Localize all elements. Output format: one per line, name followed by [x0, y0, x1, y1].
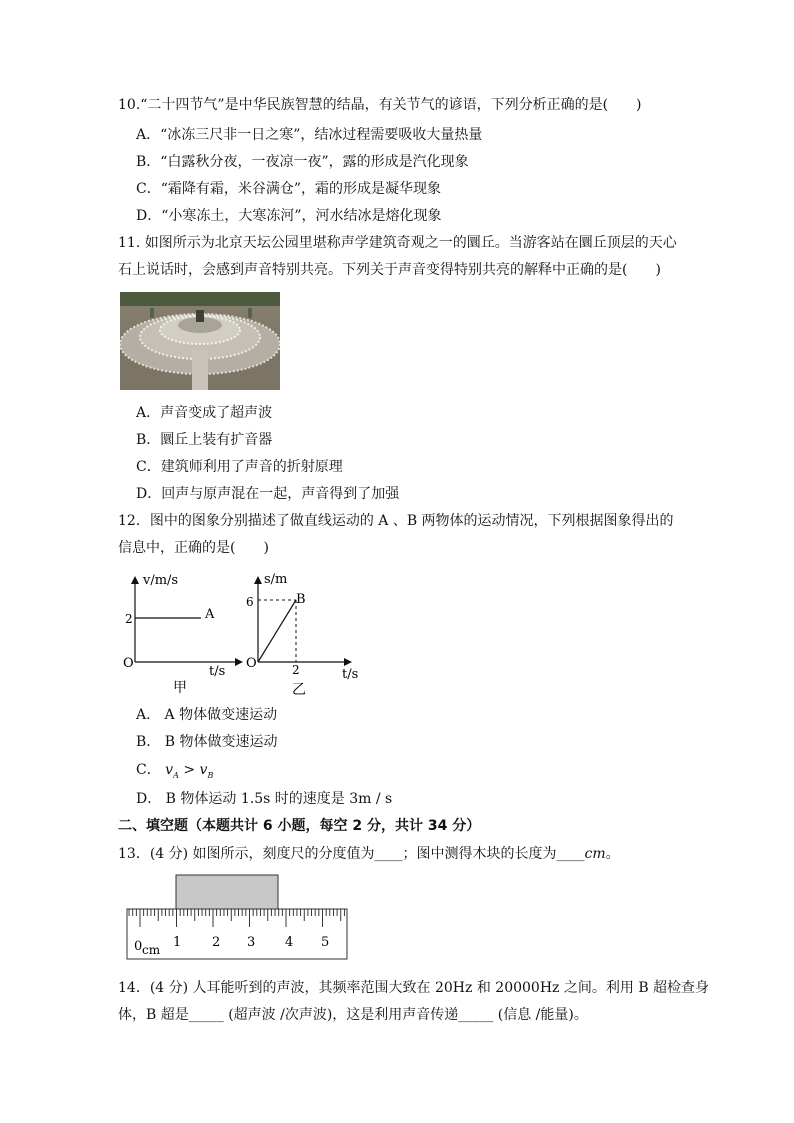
graph-jia-ylabel: v/m/s: [143, 573, 179, 588]
q12-stem-line2: 信息中，正确的是( ): [118, 540, 269, 556]
q12-option-c-v2: v: [199, 762, 208, 778]
graph-yi-series-line: [258, 600, 296, 662]
graph-jia-series-label: A: [205, 607, 215, 622]
graph-jia-origin: O: [123, 656, 134, 671]
q12-option-a: A． A 物体做变速运动: [136, 707, 278, 723]
q11-option-d: D．回声与原声混在一起，声音得到了加强: [136, 486, 400, 502]
q12-option-c: [136, 761, 213, 785]
q12-option-c-sub2: B: [207, 770, 214, 780]
q12-stem-line1: 12．图中的图象分别描述了做直线运动的 A 、B 两物体的运动情况，下列根据图象得出的: [118, 513, 674, 529]
q14-line2: 体，B 超是_____ (超声波 /次声波)，这是利用声音传递_____ (信息 /能量)。: [118, 1007, 588, 1023]
graph-jia-ytick: 2: [125, 612, 133, 626]
graph-yi-xlabel: t/s: [342, 667, 359, 682]
graph-yi-x-arrow: [344, 658, 352, 666]
q12-option-b: B． B 物体做变速运动: [136, 734, 278, 750]
q12-option-c-v1: v: [165, 762, 174, 778]
graph-yi-caption: 乙: [292, 682, 306, 698]
graph-jia-v-t: [115, 570, 245, 700]
graph-jia-xlabel: t/s: [209, 664, 226, 679]
q13-stem-text: 13．(4 分) 如图所示，刻度尺的分度值为____；图中测得木块的长度为____: [118, 846, 585, 862]
graph-yi-y-arrow: [254, 576, 262, 584]
q13-stem-unit: cm: [584, 846, 606, 862]
q11-stem-line2: 石上说话时，会感到声音特别共亮。下列关于声音变得特别共亮的解释中正确的是( ): [118, 262, 661, 278]
graph-yi-xtick: 2: [292, 663, 300, 677]
q12-option-c-sub1: A: [173, 770, 179, 780]
wood-block: [176, 875, 278, 909]
ruler-label-4: 4: [285, 935, 294, 950]
section-2-title: 二、填空题（本题共计 6 小题，每空 2 分，共计 34 分）: [118, 818, 481, 834]
graph-yi-ytick: 6: [246, 595, 254, 609]
q10-option-b: B．“白露秋分夜，一夜凉一夜”，露的形成是汽化现象: [136, 154, 469, 170]
ruler-label-3: 3: [247, 935, 256, 950]
graph-jia-caption: 甲: [173, 680, 187, 696]
q12-option-c-gt: >: [183, 762, 200, 778]
ruler-label-2: 2: [212, 935, 221, 950]
graph-yi-series-label: B: [296, 592, 306, 607]
ruler-unit: cm: [142, 943, 161, 957]
q12-option-c-prefix: C．: [136, 762, 161, 778]
q11-option-a: A．声音变成了超声波: [136, 405, 273, 421]
graph-jia-y-arrow: [131, 576, 139, 584]
q11-option-b: B．圜丘上装有扩音器: [136, 432, 273, 448]
graph-yi-origin: O: [246, 656, 257, 671]
q13-stem: [118, 845, 620, 863]
q11-option-c: C．建筑师利用了声音的折射原理: [136, 459, 343, 475]
q13-stem-end: 。: [605, 846, 620, 862]
q12-option-d: D． B 物体运动 1.5s 时的速度是 3m / s: [136, 791, 393, 807]
graph-yi-s-t: [240, 566, 365, 700]
q14-line1: 14．(4 分) 人耳能听到的声波，其频率范围大致在 20Hz 和 20000Hz 之间。利用 B 超检查身: [118, 980, 710, 996]
q10-stem: 10.“二十四节气”是中华民族智慧的结晶，有关节气的谚语，下列分析正确的是( ): [118, 97, 642, 113]
q10-option-a: A．“冰冻三尺非一日之寒”，结冰过程需要吸收大量热量: [136, 127, 483, 143]
q10-option-d: D．“小寒冻土，大寒冻河”，河水结冰是熔化现象: [136, 208, 442, 224]
q10-option-c: C．“霜降有霜，米谷满仓”，霜的形成是凝华现象: [136, 181, 442, 197]
ruler-label-5: 5: [321, 935, 330, 950]
ruler-figure: [124, 874, 354, 964]
circular-mound-altar-photo: [120, 292, 280, 390]
ruler-label-0: 0: [134, 939, 143, 954]
ruler-label-1: 1: [173, 935, 182, 950]
graph-yi-ylabel: s/m: [264, 572, 288, 587]
q11-stem-line1: 11. 如图所示为北京天坛公园里堪称声学建筑奇观之一的圜丘。当游客站在圜丘顶层的天心: [118, 235, 677, 251]
